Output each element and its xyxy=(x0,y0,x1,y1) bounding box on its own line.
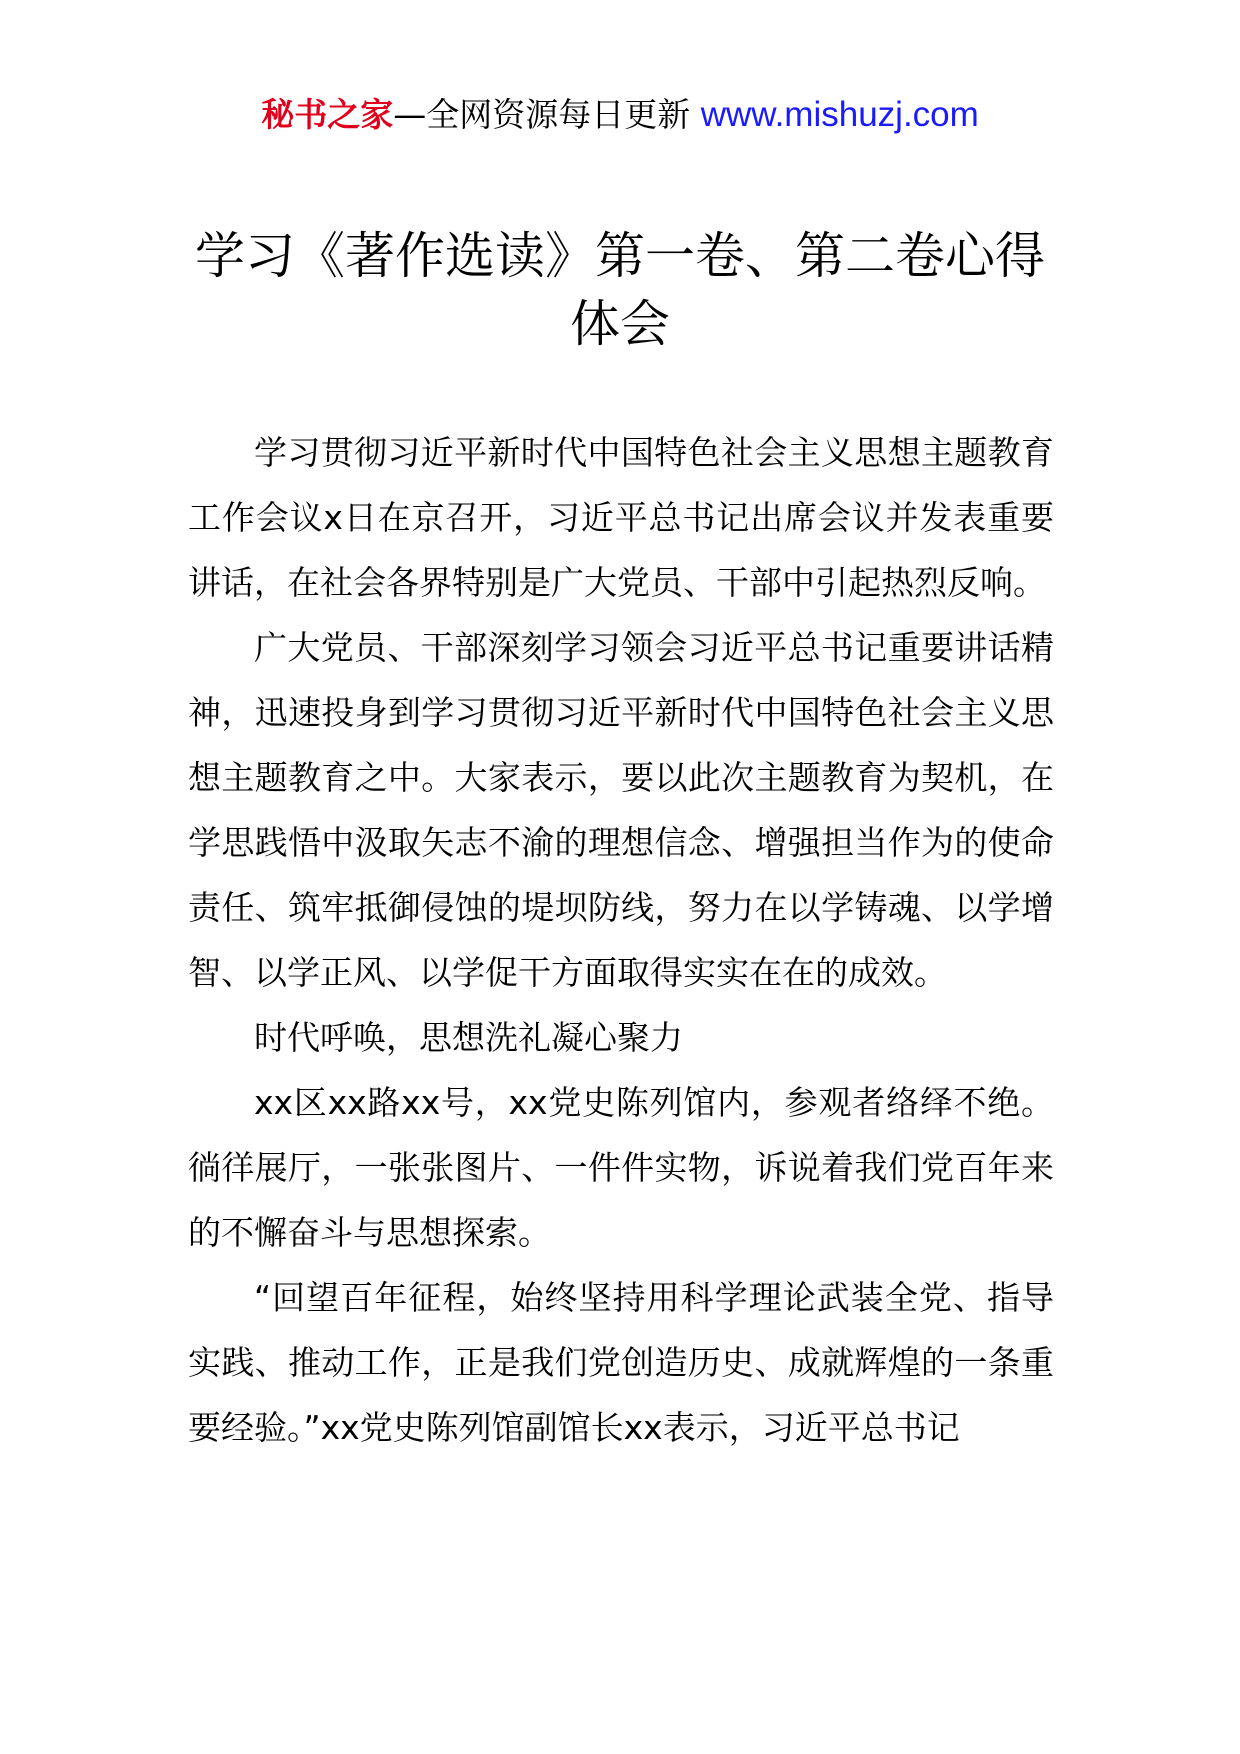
document-body xyxy=(188,420,1054,1460)
section-heading: 时代呼唤，思想洗礼凝心聚力 xyxy=(254,1018,683,1057)
brand-name: 秘书之家 xyxy=(261,95,394,134)
paragraph-3: xx区xx路xx号，xx党史陈列馆内，参观者络绎不绝。徜徉展厅，一张张图片、一件件实物，诉说着我们党百年来的不懈奋斗与思想探索。 xyxy=(188,1083,1054,1252)
site-header xyxy=(0,90,1240,140)
header-tagline: —全网资源每日更新 xyxy=(393,95,691,134)
site-url-link[interactable]: www.mishuzj.com xyxy=(700,95,979,134)
paragraph-1: 学习贯彻习近平新时代中国特色社会主义思想主题教育工作会议x日在京召开，习近平总书记出席会议并发表重要讲话，在社会各界特别是广大党员、干部中引起热烈反响。 xyxy=(188,433,1054,602)
paragraph-4: “回望百年征程，始终坚持用科学理论武装全党、指导实践、推动工作，正是我们党创造历史、成就辉煌的一条重要经验。”xx党史陈列馆副馆长xx表示，习近平总书记 xyxy=(188,1278,1054,1447)
paragraph-2: 广大党员、干部深刻学习领会习近平总书记重要讲话精神，迅速投身到学习贯彻习近平新时代中国特色社会主义思想主题教育之中。大家表示，要以此次主题教育为契机，在学思践悟中汲取矢志不渝的理想信念、增强担当作为的使命责任、筑牢抵御侵蚀的堤坝防线，努力在以学铸魂、以学增智、以学正风、以学促干方面取得实实在在的成效。 xyxy=(188,628,1054,992)
document-title: 学习《著作选读》第一卷、第二卷心得体会 xyxy=(195,227,1045,353)
